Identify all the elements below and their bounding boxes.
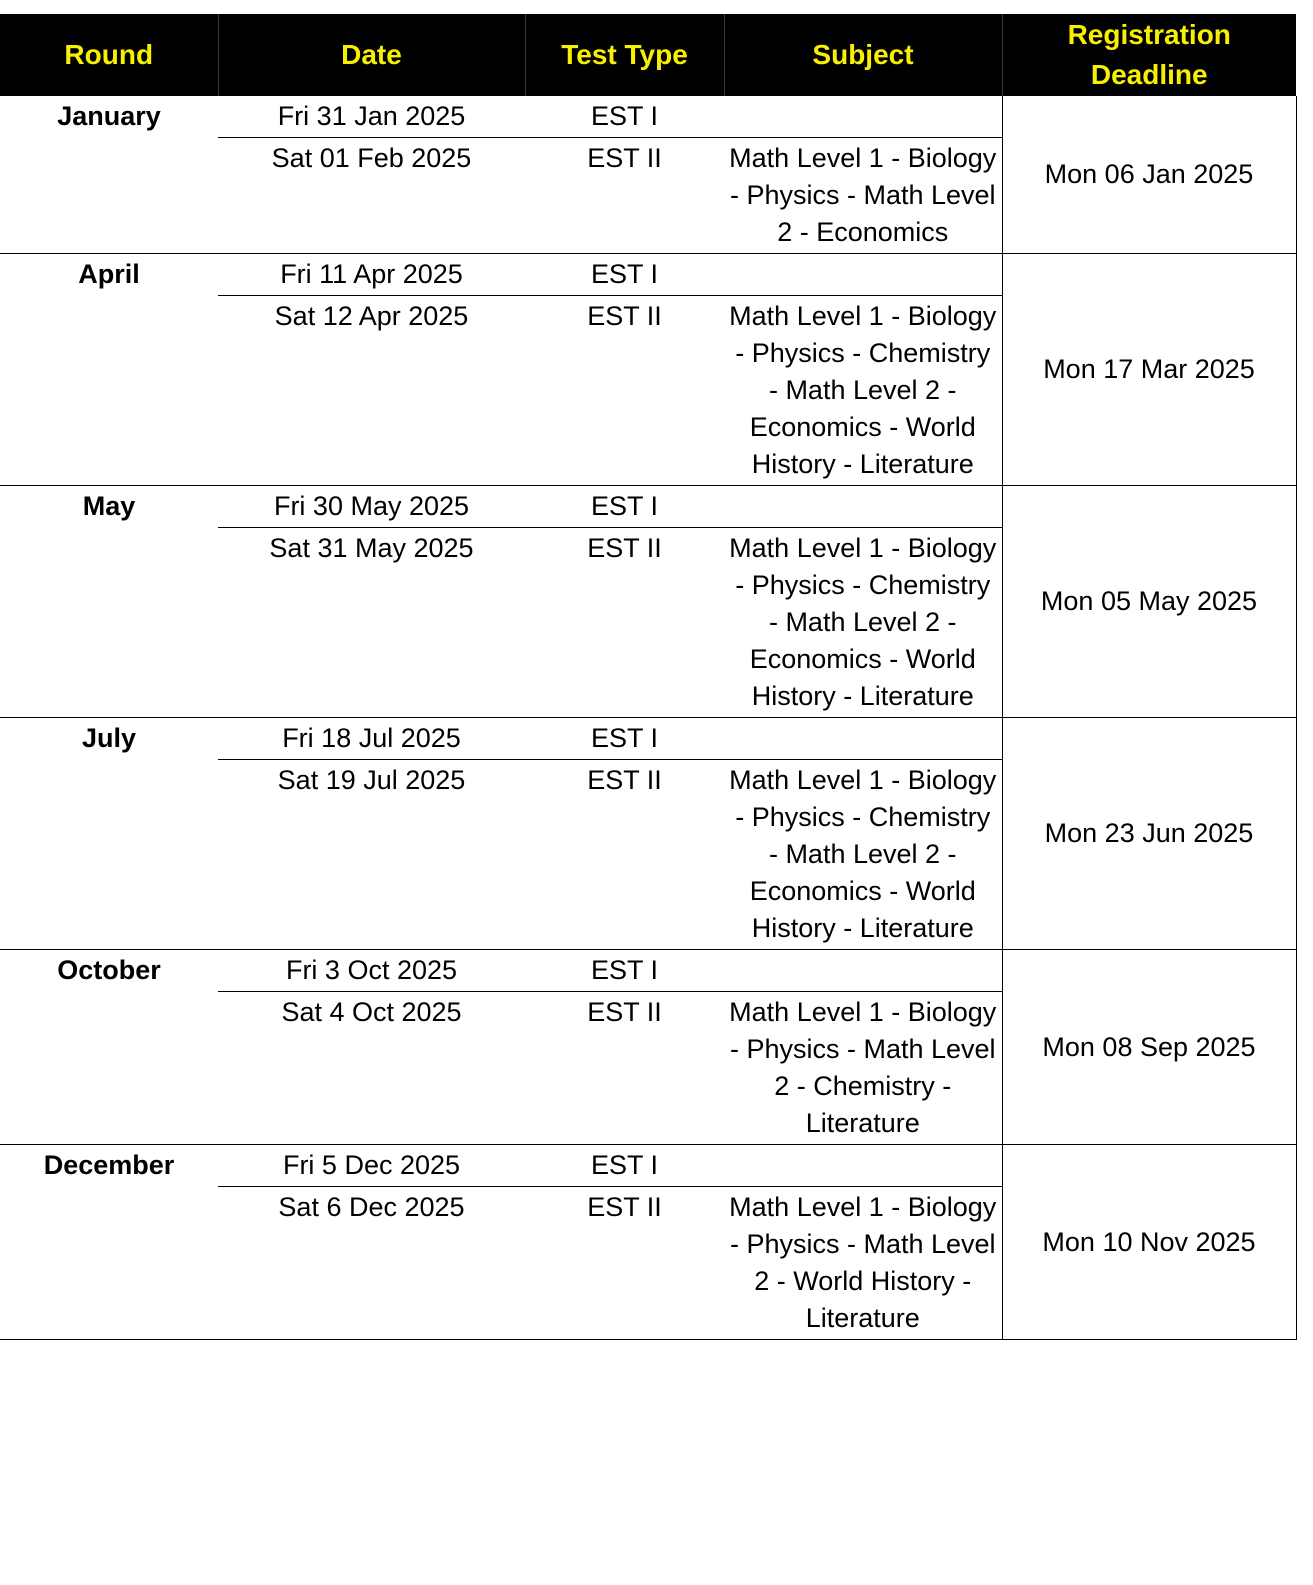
round-name: April xyxy=(0,254,218,486)
est2-date: Sat 12 Apr 2025 xyxy=(218,296,525,486)
table-row xyxy=(0,254,1296,296)
round-name: May xyxy=(0,486,218,718)
est1-type: EST I xyxy=(525,718,724,760)
header-subject: Subject xyxy=(724,14,1002,96)
est2-type: EST II xyxy=(525,1187,724,1340)
header-registration-deadline-line2: Deadline xyxy=(1090,59,1208,90)
est2-type: EST II xyxy=(525,992,724,1145)
est1-date: Fri 3 Oct 2025 xyxy=(218,950,525,992)
header-registration-deadline xyxy=(1002,14,1296,96)
table-row xyxy=(0,96,1296,138)
est1-type: EST I xyxy=(525,96,724,138)
est1-subject xyxy=(724,254,1002,296)
header-round: Round xyxy=(0,14,218,96)
header-date: Date xyxy=(218,14,525,96)
round-name: October xyxy=(0,950,218,1145)
registration-deadline: Mon 23 Jun 2025 xyxy=(1002,718,1296,950)
table-row xyxy=(0,950,1296,992)
est1-date: Fri 30 May 2025 xyxy=(218,486,525,528)
header-test-type: Test Type xyxy=(525,14,724,96)
round-name: January xyxy=(0,96,218,254)
est2-subjects: Math Level 1 - Biology - Physics - Chemistry - Math Level 2 - Economics - World History - Literature xyxy=(724,528,1002,718)
est1-date: Fri 5 Dec 2025 xyxy=(218,1145,525,1187)
est2-subjects: Math Level 1 - Biology - Physics - Chemistry - Math Level 2 - Economics - World History - Literature xyxy=(724,296,1002,486)
est1-type: EST I xyxy=(525,950,724,992)
est2-type: EST II xyxy=(525,138,724,254)
est2-date: Sat 4 Oct 2025 xyxy=(218,992,525,1145)
est2-subjects: Math Level 1 - Biology - Physics - Chemistry - Math Level 2 - Economics - World History - Literature xyxy=(724,760,1002,950)
est2-subjects: Math Level 1 - Biology - Physics - Math Level 2 - Economics xyxy=(724,138,1002,254)
est1-subject xyxy=(724,96,1002,138)
registration-deadline: Mon 08 Sep 2025 xyxy=(1002,950,1296,1145)
est1-subject xyxy=(724,1145,1002,1187)
registration-deadline: Mon 05 May 2025 xyxy=(1002,486,1296,718)
est1-type: EST I xyxy=(525,486,724,528)
registration-deadline: Mon 10 Nov 2025 xyxy=(1002,1145,1296,1340)
est1-subject xyxy=(724,718,1002,760)
est-schedule-table xyxy=(0,14,1297,1340)
round-name: July xyxy=(0,718,218,950)
table-row xyxy=(0,1145,1296,1187)
est2-type: EST II xyxy=(525,760,724,950)
est2-type: EST II xyxy=(525,296,724,486)
table-row xyxy=(0,718,1296,760)
est1-date: Fri 11 Apr 2025 xyxy=(218,254,525,296)
est2-date: Sat 31 May 2025 xyxy=(218,528,525,718)
est1-date: Fri 31 Jan 2025 xyxy=(218,96,525,138)
est1-subject xyxy=(724,486,1002,528)
header-row xyxy=(0,14,1296,96)
est2-date: Sat 01 Feb 2025 xyxy=(218,138,525,254)
est2-subjects: Math Level 1 - Biology - Physics - Math Level 2 - Chemistry - Literature xyxy=(724,992,1002,1145)
round-name: December xyxy=(0,1145,218,1340)
registration-deadline: Mon 06 Jan 2025 xyxy=(1002,96,1296,254)
est2-date: Sat 6 Dec 2025 xyxy=(218,1187,525,1340)
registration-deadline: Mon 17 Mar 2025 xyxy=(1002,254,1296,486)
est1-date: Fri 18 Jul 2025 xyxy=(218,718,525,760)
est1-type: EST I xyxy=(525,1145,724,1187)
est2-type: EST II xyxy=(525,528,724,718)
est2-date: Sat 19 Jul 2025 xyxy=(218,760,525,950)
est2-subjects: Math Level 1 - Biology - Physics - Math Level 2 - World History - Literature xyxy=(724,1187,1002,1340)
est1-type: EST I xyxy=(525,254,724,296)
table-row xyxy=(0,486,1296,528)
header-registration-deadline-line1: Registration xyxy=(1067,19,1231,50)
est1-subject xyxy=(724,950,1002,992)
